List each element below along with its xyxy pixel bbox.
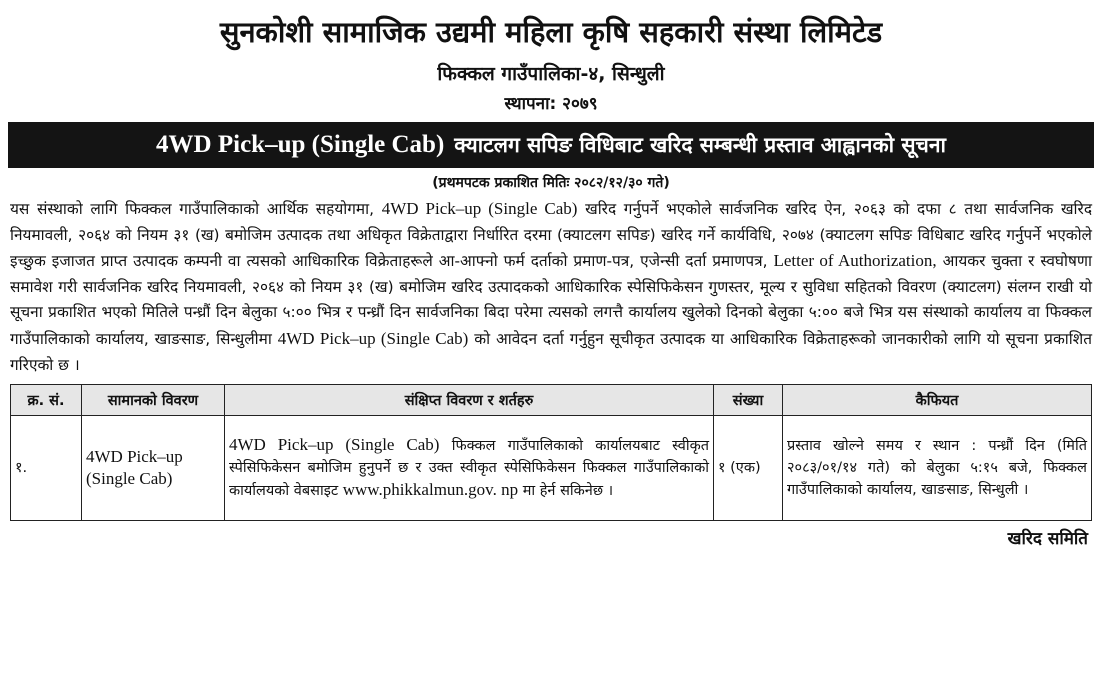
purchase-committee-signature: खरिद समिति [1007,529,1088,550]
header-remarks: कैफियत [783,385,1092,416]
body-text-part: खरिद गर्नुपर्ने भएकोले सार्वजनिक खरिद ऐन, २०६३ को दफा ८ तथा सार्वजनिक खरिद नियमावली, २०६४ को नियम ३१ (ख) बमोजिम उत्पादक तथा अधिकृत विक्रेताद्वारा निर्धारित दरमा (क्याटलग सपिङ) खरिद गर्ने कार्यविधि, २०७४ (क्याटलग सपिङ विधिबाट खरिद गर्नुपर्ने भएकोले इच्छुक इजाजत प्राप्त उत्पादक कम्पनी वा त्यसको आधिकारिक विक्रेताहरूले आ-आफ्नो फर्म दर्ताको प्रमाण-पत्र, एजेन्सी दर्ता प्रमाणपत्र, [10,200,1093,271]
organization-name: सुनकोशी सामाजिक उद्यमी महिला कृषि सहकारी संस्था लिमिटेड [219,15,883,49]
table-row [11,416,1092,521]
body-letter-of-authorization: Letter of Authorization, [773,251,937,271]
cell-quantity: १ (एक) [714,416,783,521]
desc-website: www.phikkalmun.gov. np [342,480,519,500]
body-text-part: को आवेदन दर्ता गर्नुहुन सूचीकृत उत्पादक या आधिकारिक विक्रेताहरूको जानकारीको लागि यो सूचना प्रकाशित गरिएको छ । [10,329,1092,374]
table-header-row [11,385,1092,416]
cell-serial-number: १. [11,416,82,521]
publication-date: (प्रथमपटक प्रकाशित मितिः २०८२/१२/३० गते) [432,175,670,191]
organization-address: फिक्कल गाउँपालिका-४, सिन्धुली [437,63,665,85]
header-item-description: सामानको विवरण [82,385,225,416]
body-text-part: आयकर चुक्ता र स्वघोषणा समावेश गरी सार्वजनिक खरिद नियमावली, २०६४ को नियम ३१ (ख) बमोजिम खरिद उत्पादकको आधिकारिक स्पेसिफिकेसन गुणस्तर, मूल्य र सुविधा सहितको विवरण (क्याटलग) संलग्न राखी यो सूचना प्रकाशित भएको मितिले पन्ध्रौं दिन बेलुका ५:०० भित्र र पन्ध्रौं दिन सार्वजनिका बिदा परेमा त्यसको लगत्तै कार्यालय खुलेको दिनको बेलुका ५:०० बजे भित्र यस संस्थाको कार्यालय वा फिक्कल गाउँपालिकाको कार्यालय, खाङसाङ, सिन्धुलीमा [10,252,1092,348]
cell-item-name: 4WD Pick–up (Single Cab) [82,416,225,521]
desc-text: मा हेर्न सकिनेछ । [522,483,614,500]
cell-description [225,416,714,521]
header-serial-number: क्र. सं. [11,385,82,416]
notice-title-banner [8,122,1094,168]
desc-text: फिक्कल गाउँपालिकाको कार्यालयबाट स्वीकृत स्पेसिफिकेसन बमोजिम हुनुपर्ने छ र उक्त स्वीकृत स्पेसिफिकेसन फिक्कल गाउँपालिकाको कार्यालयको वेबसाइट [229,438,710,500]
body-vehicle-name: 4WD Pick–up (Single Cab) [381,199,578,218]
items-table [10,384,1092,521]
desc-vehicle-name: 4WD Pick–up (Single Cab) [229,435,440,455]
notice-header [10,0,1092,116]
notice-body [10,196,1092,378]
notice-title-vehicle: 4WD Pick–up (Single Cab) [156,131,445,158]
notice-title-text: क्याटलग सपिङ विधिबाट खरिद सम्बन्धी प्रस्ताव आह्वानको सूचना [454,133,946,157]
body-vehicle-name: 4WD Pick–up (Single Cab) [277,328,469,348]
header-brief-description: संक्षिप्त विवरण र शर्तहरु [225,385,714,416]
established-year: स्थापना: २०७९ [504,94,598,114]
header-quantity: संख्या [714,385,783,416]
cell-remarks: प्रस्ताव खोल्ने समय र स्थान : पन्ध्रौं दिन (मिति २०८३/०१/१४ गते) को बेलुका ५:१५ बजे, फिक्कल गाउँपालिकाको कार्यालय, खाङसाङ, सिन्धुली । [783,416,1092,521]
body-text-part: यस संस्थाको लागि फिक्कल गाउँपालिकाको आर्थिक सहयोगमा, [10,200,375,218]
